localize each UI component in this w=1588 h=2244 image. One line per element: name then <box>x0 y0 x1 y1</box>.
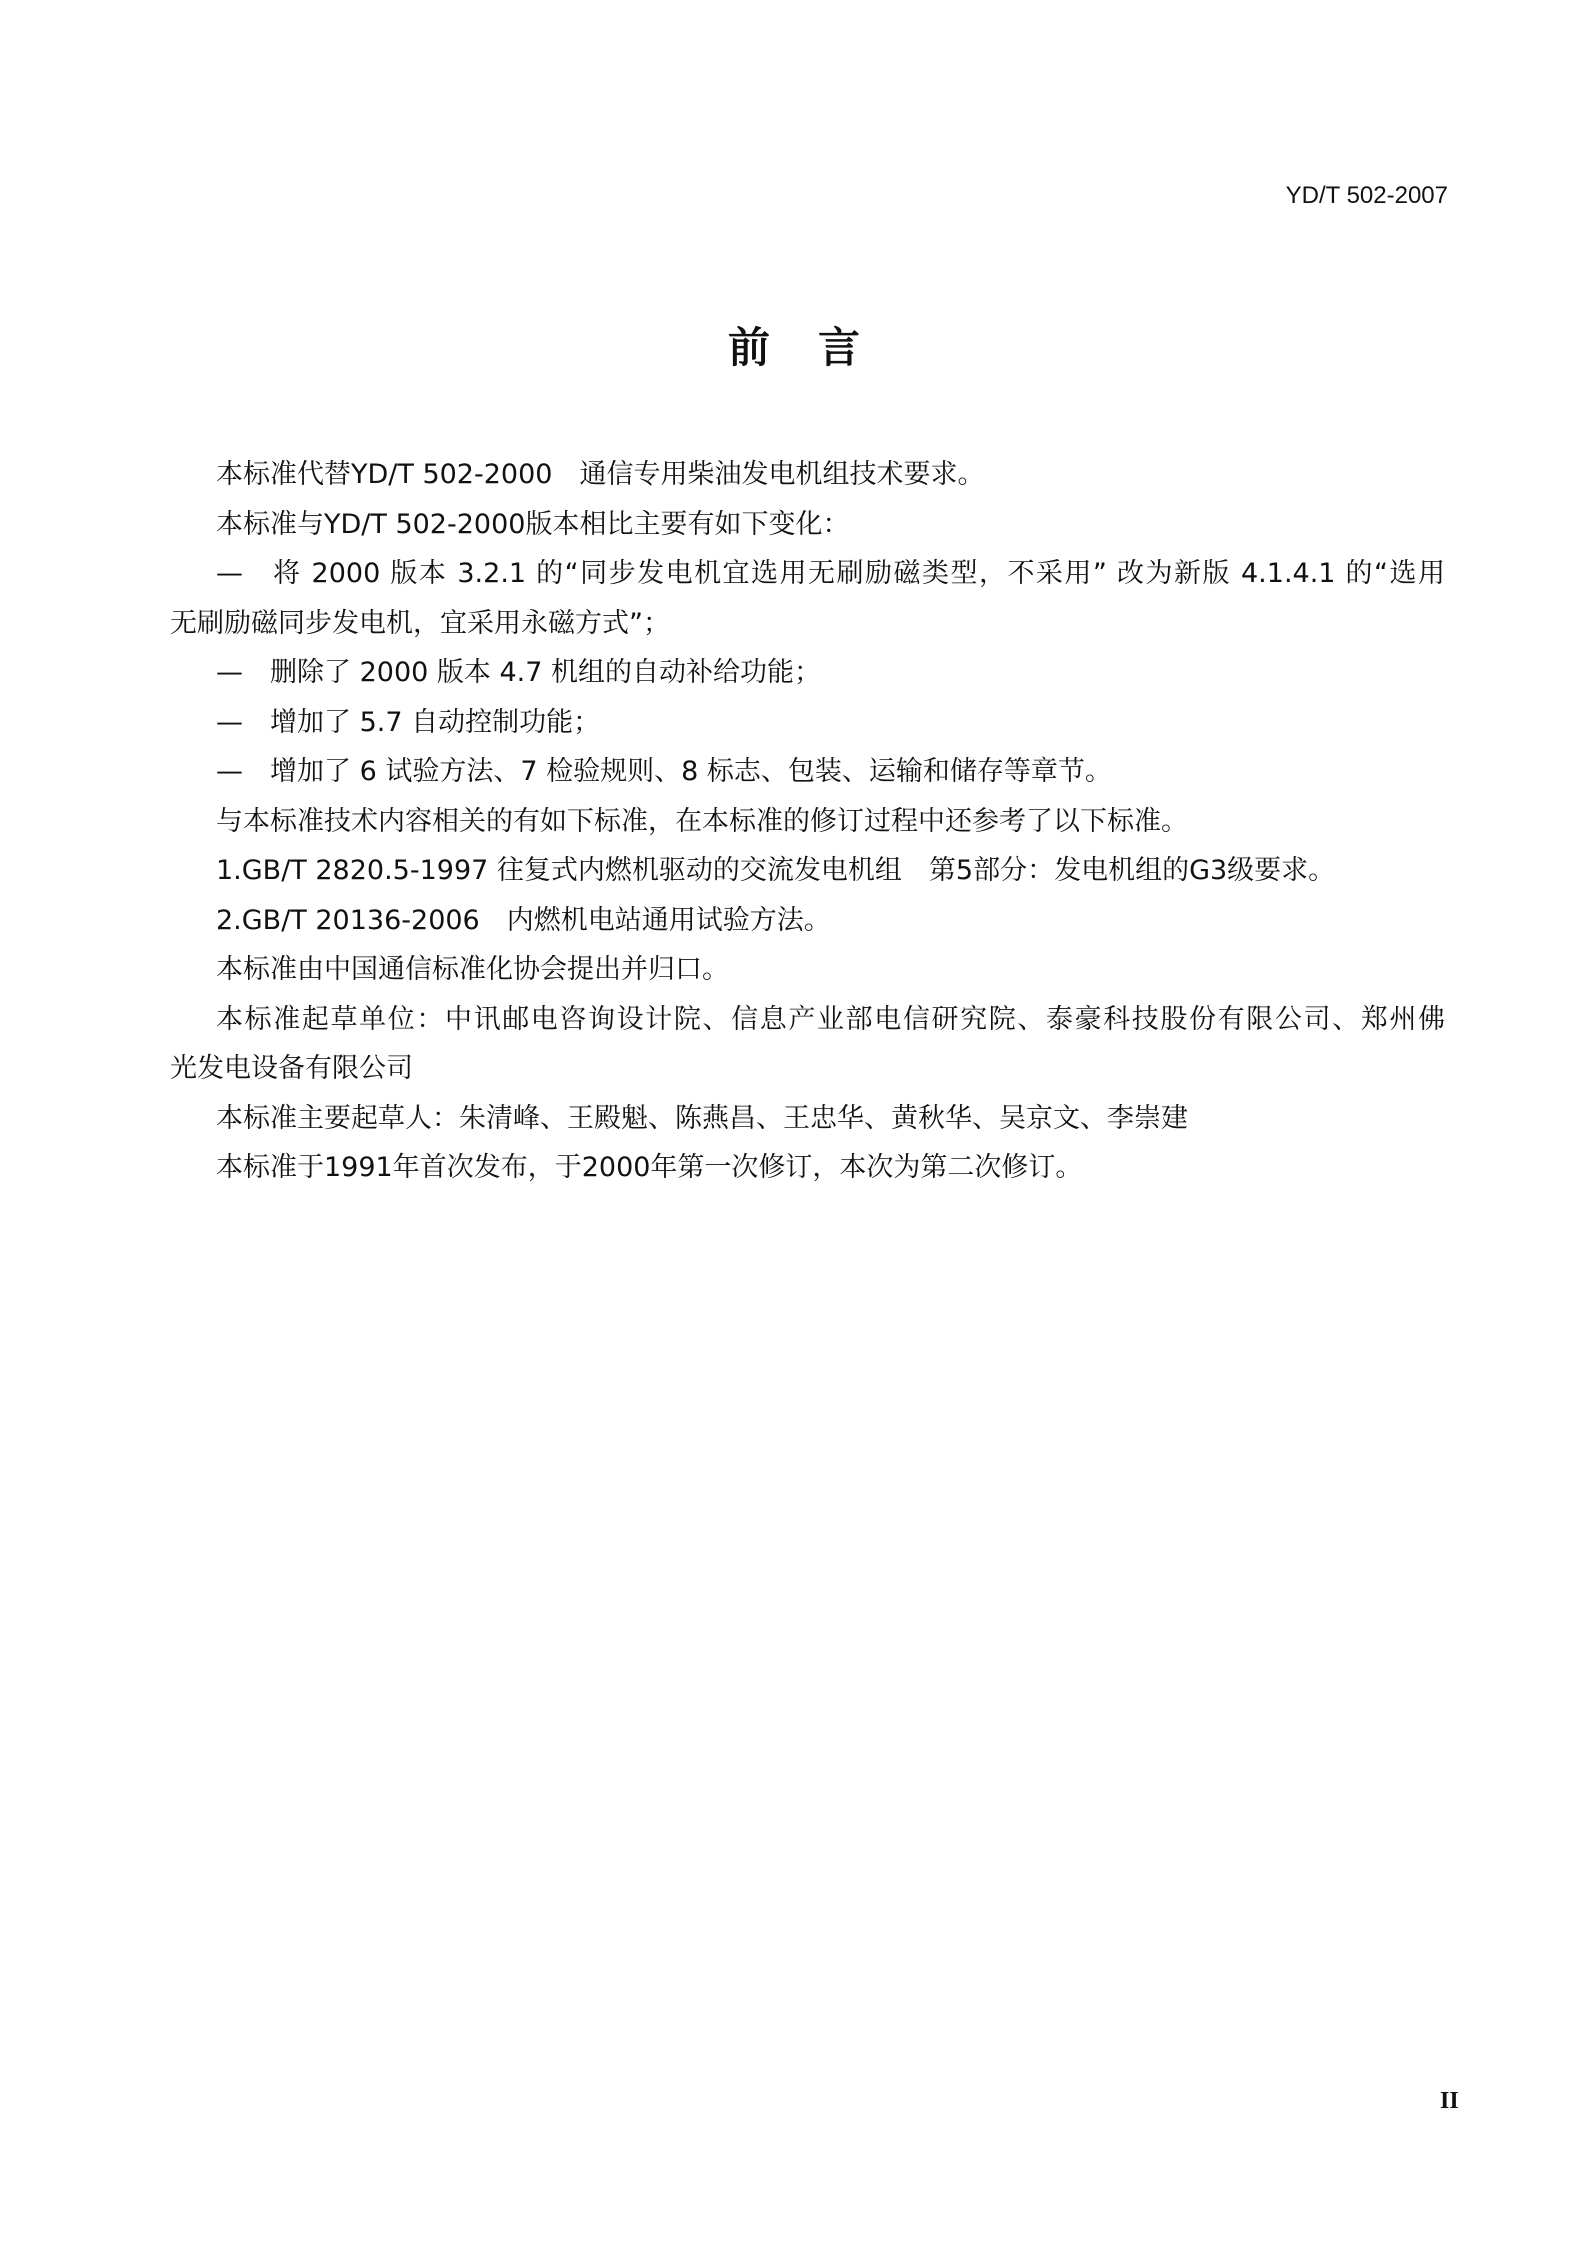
standard-code-header: YD/T 502-2007 <box>1285 182 1448 209</box>
text-line: 无刷励磁同步发电机，宜采用永磁方式”； <box>170 607 670 639</box>
page-title: 前言 <box>727 323 908 372</box>
text-line: 本标准起草单位：中讯邮电咨询设计院、信息产业部电信研究院、泰豪科技股份有限公司、郑州佛 <box>216 1003 1445 1035</box>
text-line: — 增加了 5.7 自动控制功能； <box>216 706 601 738</box>
text-line: 光发电设备有限公司 <box>170 1053 413 1084</box>
foreword-body <box>170 450 1445 1193</box>
text-line: — 增加了 6 试验方法、7 检验规则、8 标志、包装、运输和储存等章节。 <box>216 756 1112 787</box>
text-line: 本标准主要起草人：朱清峰、王殿魁、陈燕昌、王忠华、黄秋华、吴京文、李崇建 <box>216 1102 1188 1134</box>
text-line: 1.GB/T 2820.5-1997 往复式内燃机驱动的交流发电机组 第5部分：发电机组的G3级要求。 <box>216 855 1336 886</box>
text-line: — 删除了 2000 版本 4.7 机组的自动补给功能； <box>216 657 821 688</box>
text-line: 本标准与YD/T 502-2000版本相比主要有如下变化： <box>216 508 850 540</box>
page-number: II <box>1440 2088 1459 2114</box>
text-line: 本标准代替YD/T 502-2000 通信专用柴油发电机组技术要求。 <box>216 459 985 490</box>
text-line: 本标准于1991年首次发布，于2000年第一次修订，本次为第二次修订。 <box>216 1152 1083 1183</box>
text-line: — 将 2000 版本 3.2.1 的“同步发电机宜选用无刷励磁类型，不采用” 改为新版 4.1.4.1 的“选用 <box>216 558 1445 589</box>
text-line: 与本标准技术内容相关的有如下标准，在本标准的修订过程中还参考了以下标准。 <box>216 805 1188 837</box>
text-line: 本标准由中国通信标准化协会提出并归口。 <box>216 954 729 985</box>
text-line: 2.GB/T 20136-2006 内燃机电站通用试验方法。 <box>216 904 831 936</box>
